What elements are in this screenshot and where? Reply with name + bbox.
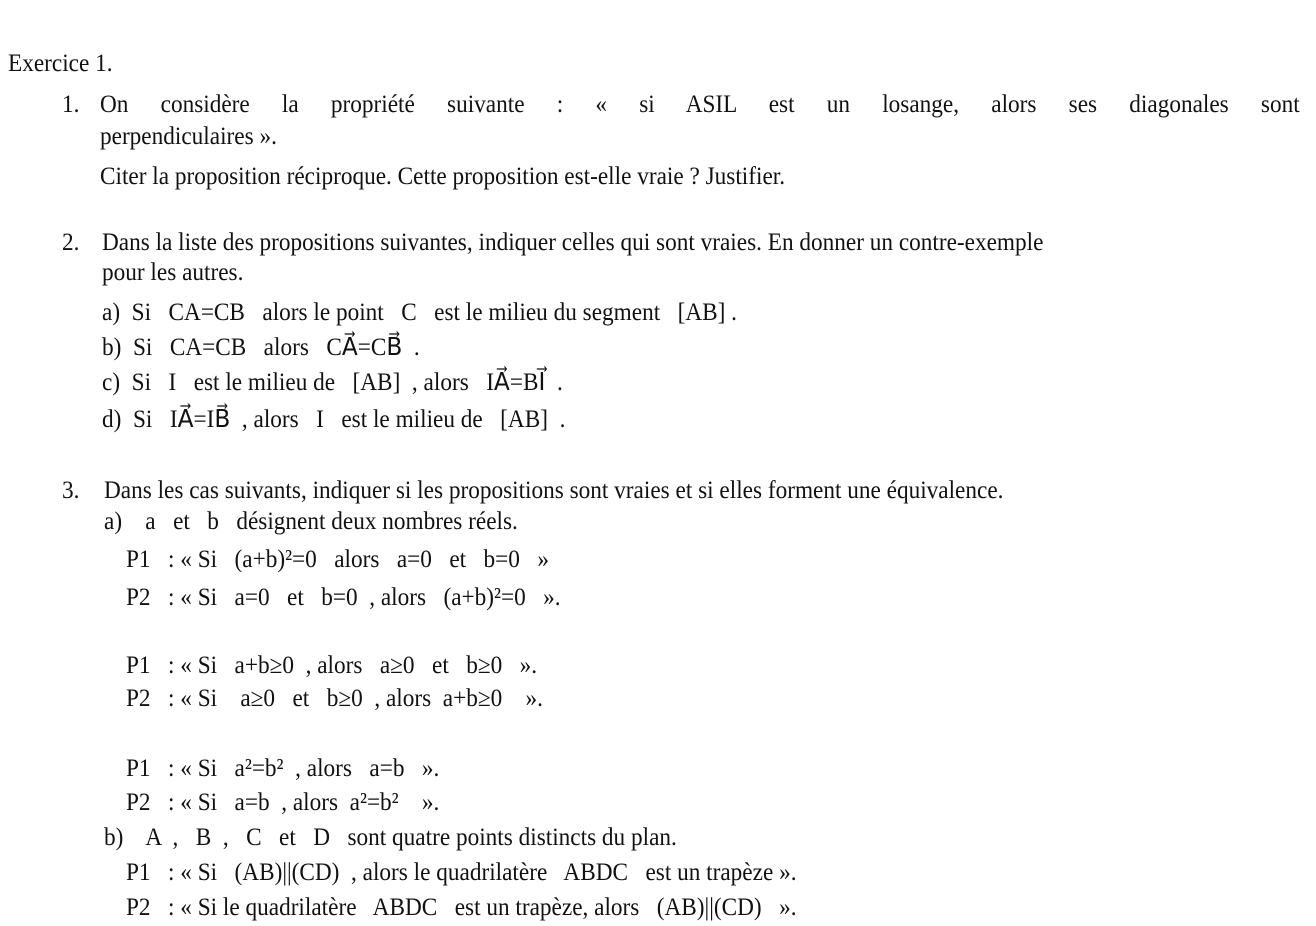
q2-item-c: c) Si I est le milieu de [AB] , alors IA⃗=BI⃗ .	[102, 369, 563, 396]
q2-line2: pour les autres.	[102, 259, 244, 286]
q1-line1: On considère la propriété suivante : « si ASIL est un losange, alors ses diagonales sont	[100, 91, 1300, 118]
q3-a-p2-1: P2 : « Si a=0 et b=0 , alors (a+b)²=0 ».	[126, 584, 561, 611]
q2-item-a: a) Si CA=CB alors le point C est le milieu du segment [AB] .	[102, 299, 738, 326]
q3-line1: Dans les cas suivants, indiquer si les propositions sont vraies et si elles forment une équivalence.	[104, 477, 1004, 504]
q3-b-p1: P1 : « Si (AB)||(CD) , alors le quadrilatère ABDC est un trapèze ».	[126, 859, 797, 886]
q2-item-b: b) Si CA=CB alors CA⃗=CB⃗ .	[102, 334, 420, 361]
q3-b-p2: P2 : « Si le quadrilatère ABDC est un trapèze, alors (AB)||(CD) ».	[126, 894, 797, 921]
q3-number: 3.	[62, 477, 80, 504]
q3-a-intro: a) a et b désignent deux nombres réels.	[104, 508, 518, 535]
q3-b-intro: b) A , B , C et D sont quatre points distincts du plan.	[104, 824, 677, 851]
q3-a-p1-1: P1 : « Si (a+b)²=0 alors a=0 et b=0 »	[126, 546, 549, 573]
q3-a-p1-3: P1 : « Si a²=b² , alors a=b ».	[126, 755, 440, 782]
q1-line3: Citer la proposition réciproque. Cette proposition est-elle vraie ? Justifier.	[100, 163, 786, 190]
q1-line2: perpendiculaires ».	[100, 123, 277, 150]
q1-number: 1.	[62, 91, 80, 118]
exercise-title: Exercice 1.	[8, 50, 113, 77]
q3-a-p1-2: P1 : « Si a+b≥0 , alors a≥0 et b≥0 ».	[126, 652, 538, 679]
q3-a-p2-2: P2 : « Si a≥0 et b≥0 , alors a+b≥0 ».	[126, 685, 543, 712]
q3-a-p2-3: P2 : « Si a=b , alors a²=b² ».	[126, 789, 440, 816]
q2-item-d: d) Si IA⃗=IB⃗ , alors I est le milieu de [AB] .	[102, 406, 566, 433]
q2-number: 2.	[62, 229, 80, 256]
q2-line1: Dans la liste des propositions suivantes, indiquer celles qui sont vraies. En donner un contre-exemple	[102, 229, 1044, 256]
